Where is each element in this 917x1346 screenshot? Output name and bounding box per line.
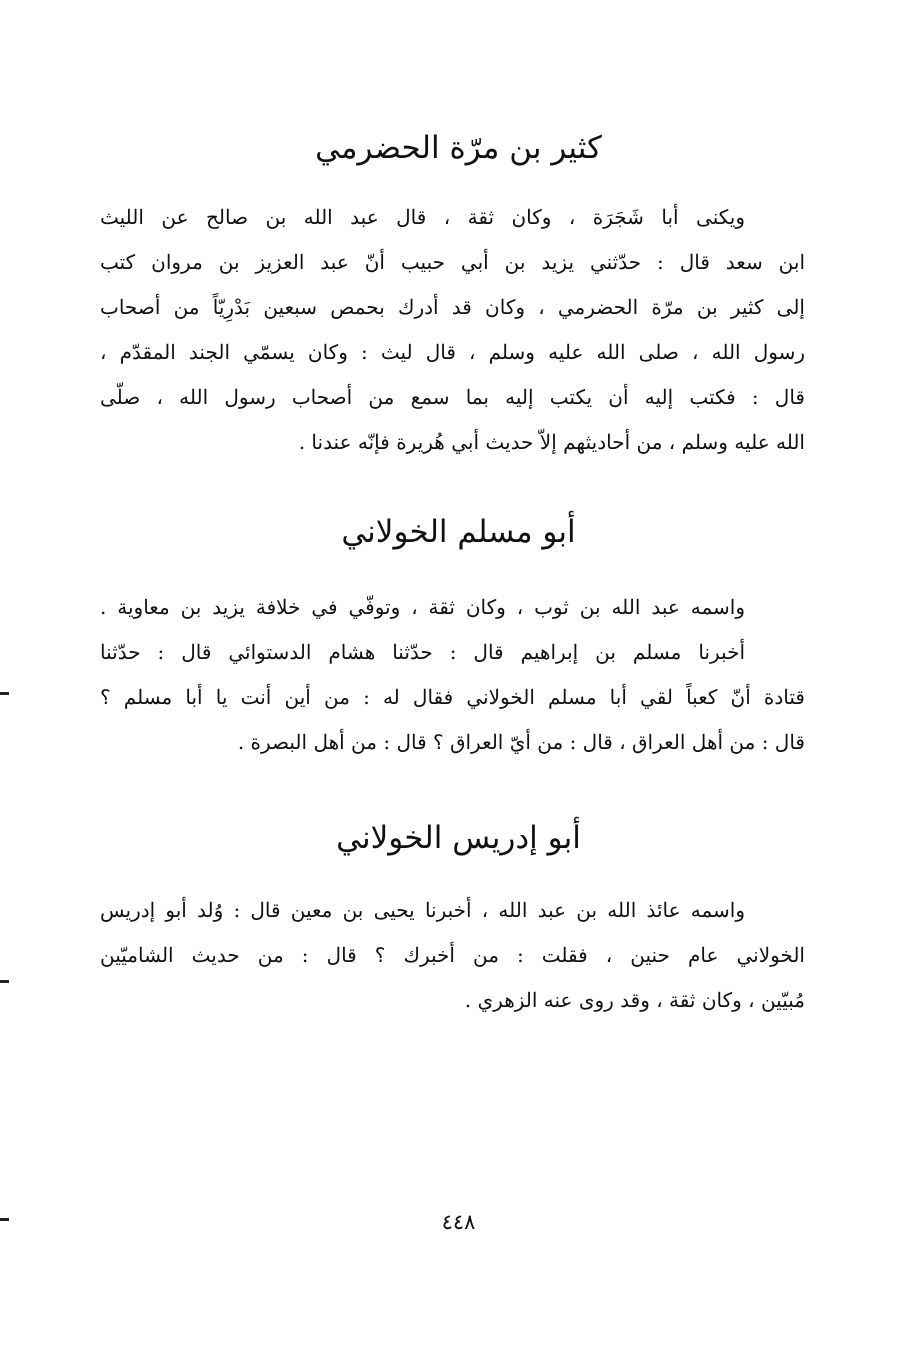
scan-edge-mark	[0, 692, 9, 695]
text-line: أخبرنا مسلم بن إبراهيم قال : حدّثنا هشام الدستوائي قال : حدّثنا	[100, 640, 745, 664]
scan-edge-mark	[0, 1218, 9, 1221]
section-heading-abu-muslim: أبو مسلم الخولاني	[341, 514, 576, 550]
text-line: الخولاني عام حنين ، فقلت : من أخبرك ؟ قال : من حديث الشاميّين	[100, 943, 805, 967]
scan-edge-mark	[0, 980, 9, 983]
text-line: رسول الله ، صلى الله عليه وسلم ، قال ليث : وكان يسمّي الجند المقدّم ،	[100, 340, 805, 364]
section-heading-abu-idris: أبو إدريس الخولاني	[336, 820, 581, 856]
text-line: الله عليه وسلم ، من أحاديثهم إلاّ حديث أبي هُريرة فإنّه عندنا .	[298, 430, 805, 454]
text-line: ويكنى أبا شَجَرَة ، وكان ثقة ، قال عبد الله بن صالح عن الليث	[100, 205, 745, 229]
text-line: مُبيّين ، وكان ثقة ، وقد روى عنه الزهري .	[464, 988, 805, 1012]
text-line: واسمه عائذ الله بن عبد الله ، أخبرنا يحيى بن معين قال : وُلد أبو إدريس	[100, 898, 745, 922]
text-line: واسمه عبد الله بن ثوب ، وكان ثقة ، وتوفّي في خلافة يزيد بن معاوية .	[100, 595, 745, 619]
text-line: إلى كثير بن مرّة الحضرمي ، وكان قد أدرك بحمص سبعين بَدْرِيّاً من أصحاب	[100, 295, 805, 319]
text-line: قال : فكتب إليه أن يكتب إليه بما سمع من أصحاب رسول الله ، صلّى	[100, 385, 805, 409]
text-line: قال : من أهل العراق ، قال : من أيّ العراق ؟ قال : من أهل البصرة .	[237, 730, 805, 754]
text-line: قتادة أنّ كعباً لقي أبا مسلم الخولاني فقال له : من أين أنت يا أبا مسلم ؟	[100, 685, 805, 709]
section-heading-kathir: كثير بن مرّة الحضرمي	[315, 130, 602, 166]
page-number: ٤٤٨	[441, 1210, 476, 1234]
paragraph-abu-muslim	[100, 585, 805, 765]
paragraph-kathir	[100, 195, 805, 465]
text-line: ابن سعد قال : حدّثني يزيد بن أبي حبيب أنّ عبد العزيز بن مروان كتب	[100, 250, 805, 274]
paragraph-abu-idris	[100, 888, 805, 1023]
